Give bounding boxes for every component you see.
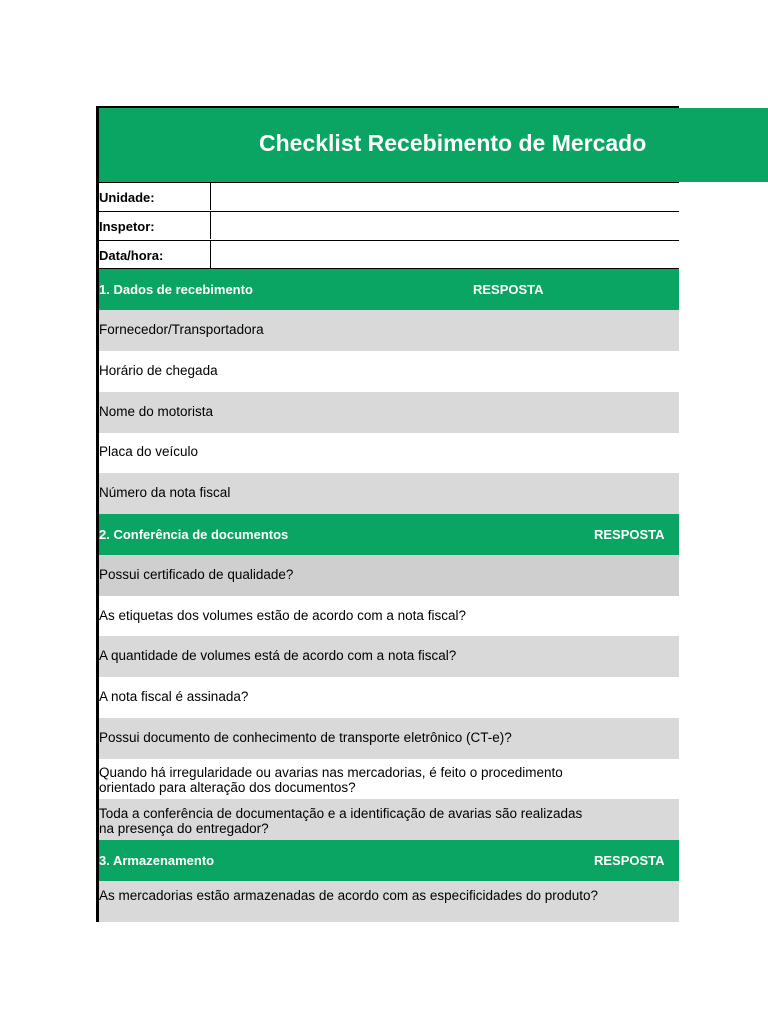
info-row-inspetor bbox=[99, 211, 679, 239]
section-title: 3. Armazenamento bbox=[99, 853, 215, 868]
question-text: As mercadorias estão armazenadas de acordo com as especificidades do produto? bbox=[99, 888, 599, 903]
title-band bbox=[99, 108, 679, 182]
checklist-row[interactable] bbox=[99, 718, 679, 759]
question-text: Placa do veículo bbox=[99, 444, 199, 459]
info-row-data-hora bbox=[99, 240, 679, 268]
info-label: Inspetor: bbox=[99, 212, 211, 239]
info-value-field[interactable] bbox=[211, 183, 679, 210]
info-value-field[interactable] bbox=[211, 212, 679, 239]
question-text: A nota fiscal é assinada? bbox=[99, 689, 249, 704]
question-text: Toda a conferência de documentação e a identificação de avarias são realizadas na presença do entregador? bbox=[99, 806, 583, 836]
checklist-row[interactable] bbox=[99, 310, 679, 351]
question-text: Possui documento de conhecimento de transporte eletrônico (CT-e)? bbox=[99, 730, 512, 745]
question-text: A quantidade de volumes está de acordo com a nota fiscal? bbox=[99, 648, 457, 663]
section-title: 1. Dados de recebimento bbox=[99, 282, 253, 297]
checklist-row[interactable] bbox=[99, 432, 679, 473]
checklist-row[interactable] bbox=[99, 555, 679, 596]
question-text: Fornecedor/Transportadora bbox=[99, 322, 264, 337]
title-band-extension bbox=[679, 108, 768, 182]
checklist-row[interactable] bbox=[99, 596, 679, 637]
response-header: RESPOSTA bbox=[594, 853, 665, 868]
checklist-row[interactable] bbox=[99, 636, 679, 677]
info-label: Unidade: bbox=[99, 183, 211, 210]
checklist-sheet bbox=[96, 106, 768, 922]
checklist-row[interactable] bbox=[99, 392, 679, 433]
response-header: RESPOSTA bbox=[473, 282, 544, 297]
section-header-conferencia-documentos bbox=[99, 514, 679, 555]
info-value-field[interactable] bbox=[211, 241, 679, 268]
section-header-dados-recebimento bbox=[99, 269, 679, 310]
info-label: Data/hora: bbox=[99, 241, 211, 268]
question-text: Possui certificado de qualidade? bbox=[99, 567, 294, 582]
checklist-row[interactable] bbox=[99, 881, 679, 922]
checklist-row[interactable] bbox=[99, 473, 679, 514]
section-title: 2. Conferência de documentos bbox=[99, 527, 289, 542]
info-row-unidade bbox=[99, 182, 679, 210]
checklist-row[interactable] bbox=[99, 799, 679, 840]
checklist-row[interactable] bbox=[99, 351, 679, 392]
checklist-row[interactable] bbox=[99, 677, 679, 718]
question-text: Quando há irregularidade ou avarias nas mercadorias, é feito o procedimento orientado para alteração dos documentos? bbox=[99, 765, 563, 795]
response-header: RESPOSTA bbox=[594, 527, 665, 542]
question-text: As etiquetas dos volumes estão de acordo com a nota fiscal? bbox=[99, 608, 466, 623]
question-text: Horário de chegada bbox=[99, 363, 218, 378]
page-title: Checklist Recebimento de Mercado bbox=[259, 130, 647, 156]
question-text: Nome do motorista bbox=[99, 404, 214, 419]
question-text: Número da nota fiscal bbox=[99, 485, 231, 500]
section-header-armazenamento bbox=[99, 840, 679, 881]
checklist-row[interactable] bbox=[99, 758, 679, 799]
